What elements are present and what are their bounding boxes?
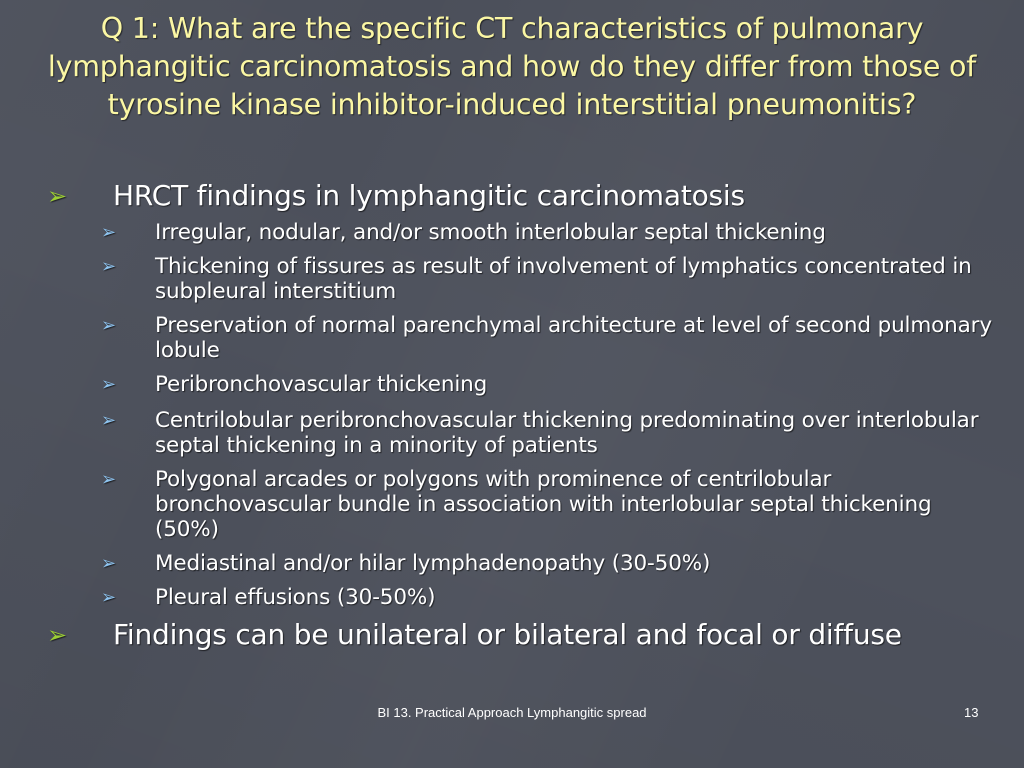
arrow-bullet-icon: ➢ [101,410,116,431]
slide-title: Q 1: What are the specific CT characteristics of pulmonary lymphangitic carcinomatosis and how do they differ from those of tyrosine kinase inhibitor-induced interstitial pneumonitis? [47,12,977,121]
sub-bullet-item [0,408,1024,458]
sub-bullet-text: Preservation of normal parenchymal architecture at level of second pulmonary lobule [155,313,992,363]
sub-bullet-text: Pleural effusions (30-50%) [155,585,436,610]
sub-bullet-item [0,372,1024,397]
sub-bullet-text: Centrilobular peribronchovascular thickening predominating over interlobular septal thickening in a minority of patients [155,408,979,458]
sub-bullet-text: Peribronchovascular thickening [155,372,488,397]
sub-bullet-text: Irregular, nodular, and/or smooth interlobular septal thickening [155,220,826,245]
sub-bullet-item [0,585,1024,610]
arrow-bullet-icon: ➢ [101,256,116,277]
main-bullet-text: HRCT findings in lymphangitic carcinomatosis [113,179,745,212]
arrow-bullet-icon: ➢ [101,222,116,243]
main-bullet-item [0,617,1024,653]
arrow-bullet-icon: ➢ [47,621,67,649]
arrow-bullet-icon: ➢ [101,374,116,395]
sub-bullet-item [0,313,1024,363]
main-bullet-text: Findings can be unilateral or bilateral and focal or diffuse [113,618,902,651]
sub-bullet-item [0,551,1024,576]
arrow-bullet-icon: ➢ [47,182,67,210]
bullet-list [0,178,1024,653]
sub-bullet-item [0,220,1024,245]
arrow-bullet-icon: ➢ [101,315,116,336]
sub-bullet-item [0,254,1024,304]
footer-text: BI 13. Practical Approach Lymphangitic spread [377,705,647,720]
arrow-bullet-icon: ➢ [101,469,116,490]
sub-bullet-text: Thickening of fissures as result of involvement of lymphatics concentrated in subpleural interstitium [155,254,972,304]
arrow-bullet-icon: ➢ [101,553,116,574]
sub-bullet-text: Polygonal arcades or polygons with prominence of centrilobular bronchovascular bundle in association with interlobular septal thickening (50%) [155,467,932,542]
arrow-bullet-icon: ➢ [101,587,116,608]
main-bullet-item [0,178,1024,214]
sub-bullet-text: Mediastinal and/or hilar lymphadenopathy (30-50%) [155,551,711,576]
sub-bullet-item [0,467,1024,542]
page-number: 13 [964,705,979,720]
